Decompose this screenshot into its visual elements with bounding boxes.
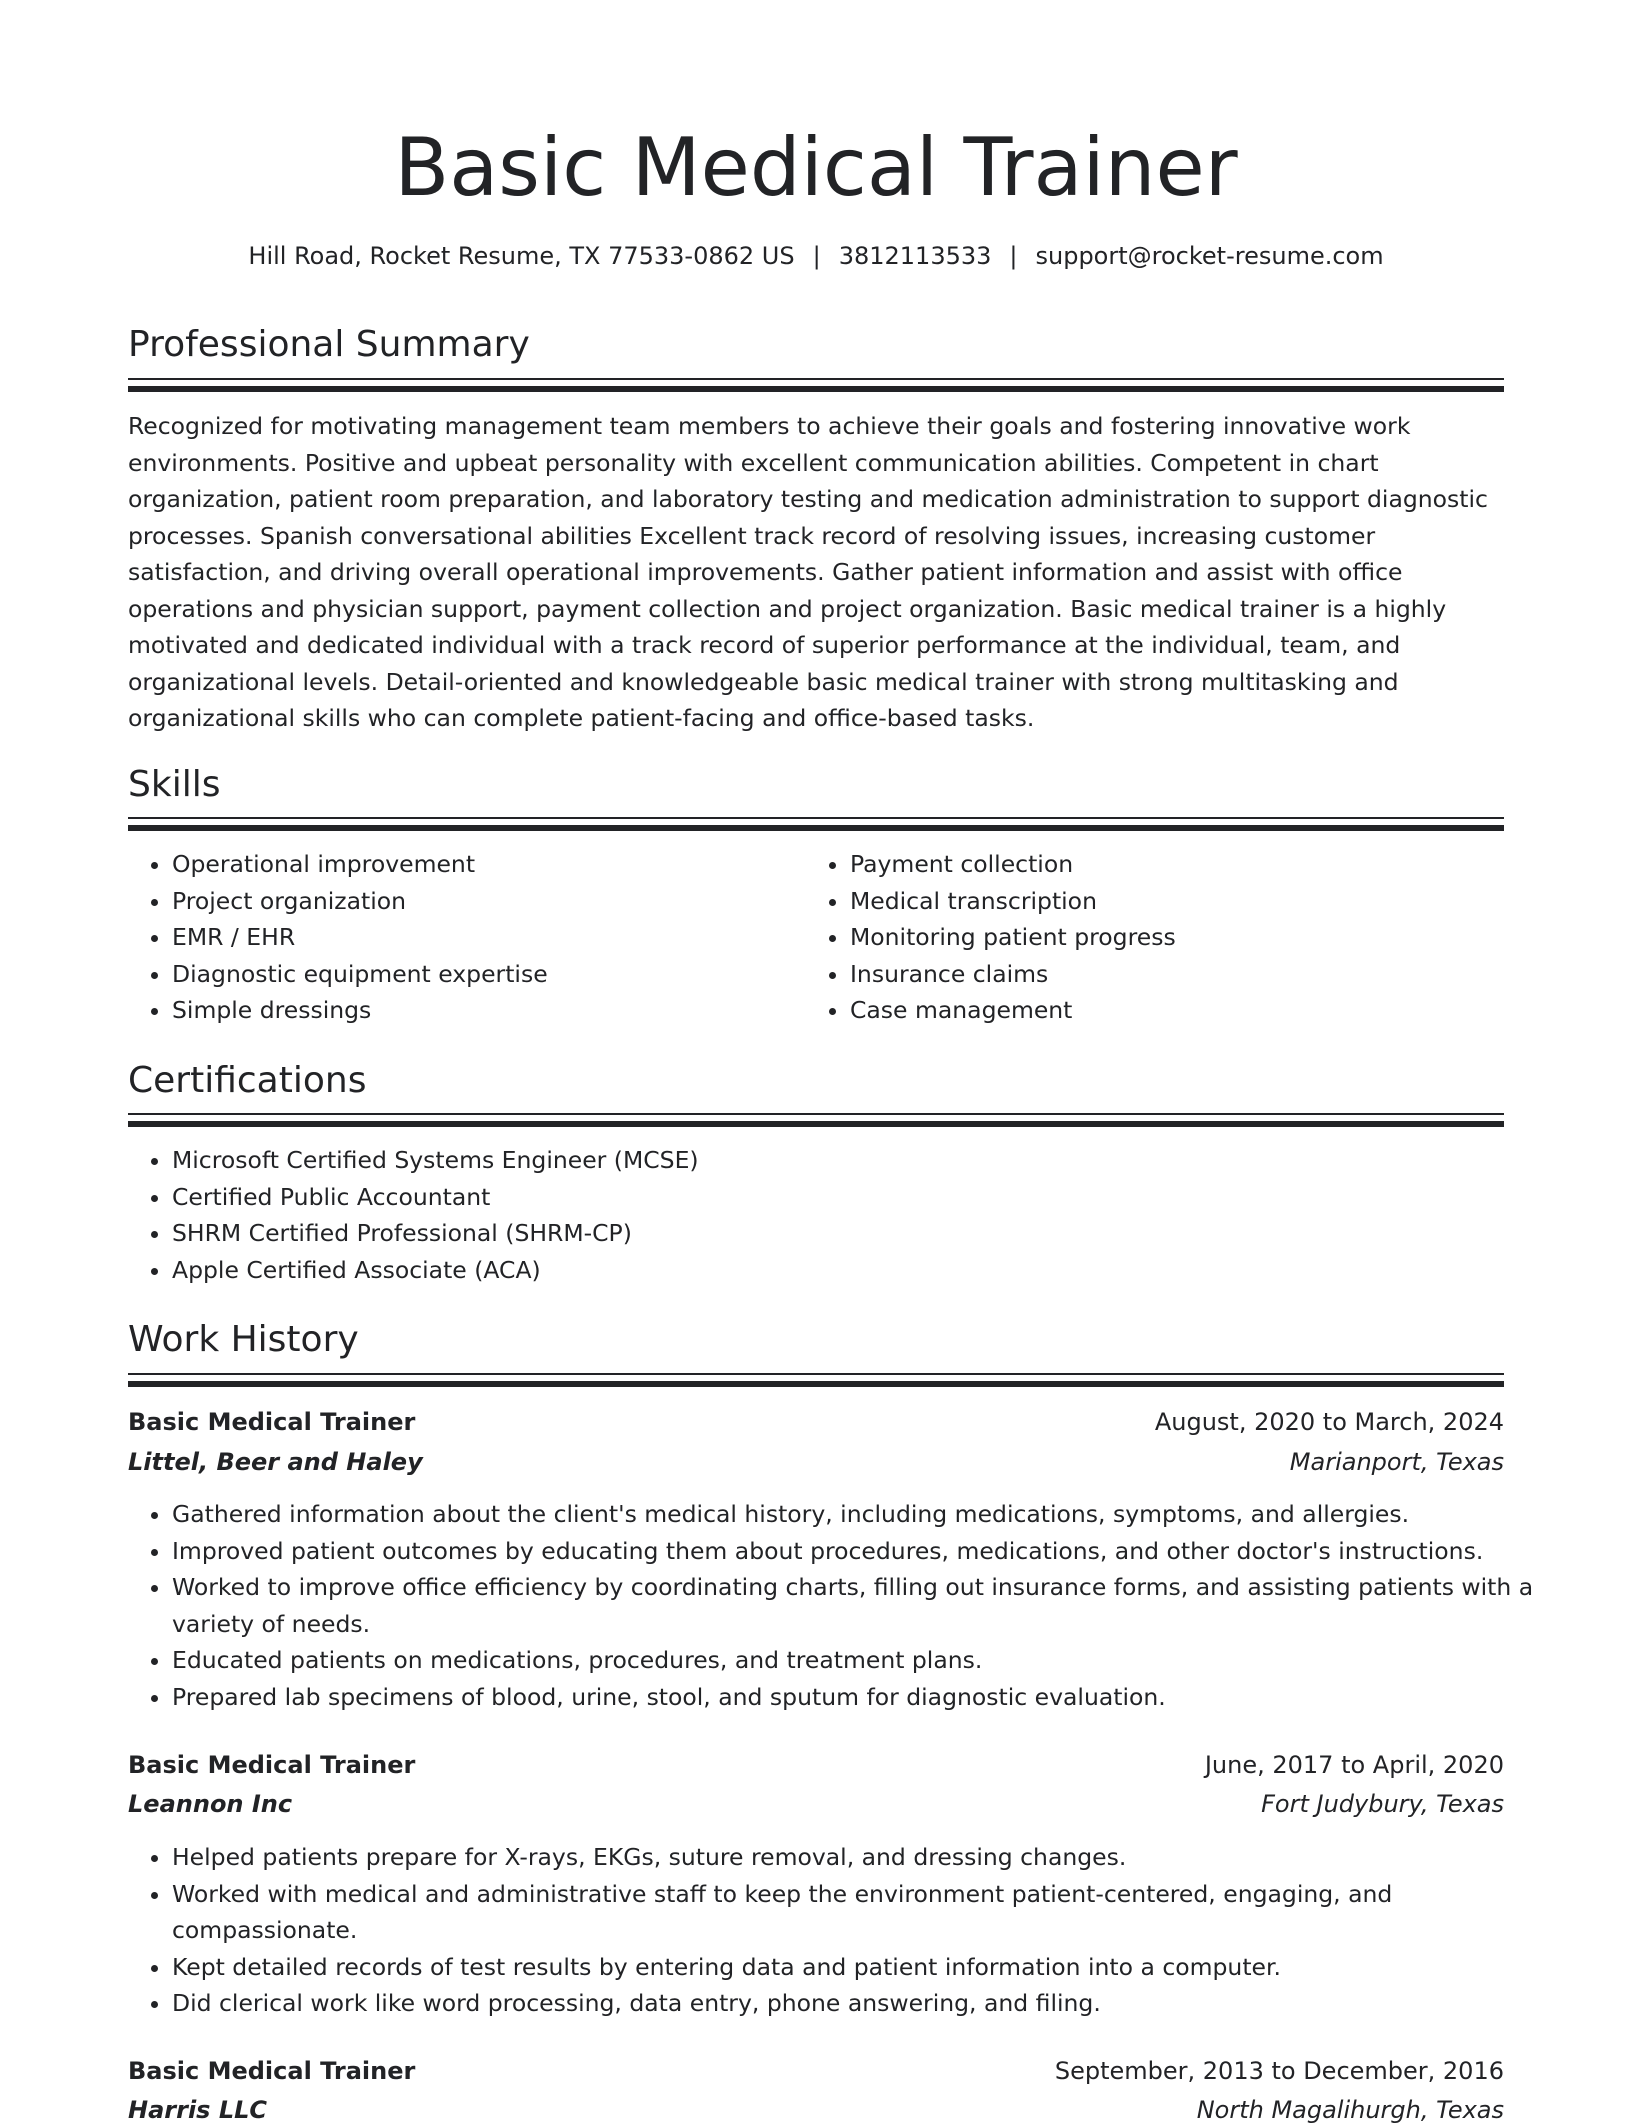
list-item: • Simple dressings [172, 992, 812, 1029]
section-divider [128, 1113, 1504, 1127]
skills-list-left [128, 846, 812, 1029]
job-company: Harris LLC [128, 2096, 268, 2124]
list-item: • Improved patient outcomes by educating them about procedures, medications, and other doctor's instructions. [172, 1533, 1548, 1570]
list-item: • Apple Certified Associate (ACA) [172, 1252, 1548, 1289]
job-dates: June, 2017 to April, 2020 [1204, 1751, 1504, 1779]
job-company: Leannon Inc [128, 1790, 293, 1818]
list-item: • Worked to improve office efficiency by coordinating charts, filling out insurance forms, and assisting patients with a variety of needs. [172, 1569, 1548, 1642]
list-item: • Worked with medical and administrative staff to keep the environment patient-centered, engaging, and compassionate. [172, 1876, 1548, 1949]
list-item: • Monitoring patient progress [850, 919, 1490, 956]
list-item: • EMR / EHR [172, 919, 812, 956]
job-title: Basic Medical Trainer [128, 1408, 416, 1436]
job-location: Fort Judybury, Texas [1261, 1790, 1504, 1818]
list-item: • Insurance claims [850, 956, 1490, 993]
job-dates: August, 2020 to March, 2024 [1154, 1408, 1504, 1436]
contact-separator: | [1009, 242, 1018, 270]
section-title-work-history: Work History [128, 1319, 359, 1360]
list-item: • Kept detailed records of test results by entering data and patient information into a computer. [172, 1949, 1548, 1986]
section-title-certifications: Certifications [128, 1060, 367, 1101]
list-item: • Did clerical work like word processing, data entry, phone answering, and filing. [172, 1985, 1548, 2022]
section-divider [128, 1373, 1504, 1387]
section-title-summary: Professional Summary [128, 324, 530, 365]
summary-text: Recognized for motivating management team members to achieve their goals and fostering innovative work environments. Positive and upbeat personality with excellent communication abilities. Competent in chart organization, patient room preparation, and laboratory testing and medication administration to support diagnostic processes. Spanish conversational abilities Excellent track record of resolving issues, increasing customer satisfaction, and driving overall operational improvements. Gather patient information and assist with office operations and physician support, payment collection and project organization. Basic medical trainer is a highly motivated and dedicated individual with a track record of superior performance at the individual, team, and organizational levels. Detail-oriented and knowledgeable basic medical trainer with strong multitasking and organizational skills who can complete patient-facing and office-based tasks. [128, 412, 1488, 732]
job-duties [128, 1839, 1548, 2022]
list-item: • SHRM Certified Professional (SHRM-CP) [172, 1215, 1548, 1252]
list-item: • Prepared lab specimens of blood, urine, stool, and sputum for diagnostic evaluation. [172, 1679, 1548, 1716]
list-item: • Microsoft Certified Systems Engineer (MCSE) [172, 1142, 1548, 1179]
job-location: North Magalihurgh, Texas [1196, 2096, 1504, 2124]
list-item: • Diagnostic equipment expertise [172, 956, 812, 993]
contact-address: Hill Road, Rocket Resume, TX 77533-0862 US [248, 242, 795, 270]
job-title: Basic Medical Trainer [128, 1751, 416, 1779]
contact-separator: | [812, 242, 821, 270]
resume-name: Basic Medical Trainer [394, 121, 1238, 214]
certifications-list [128, 1142, 1548, 1288]
list-item: • Medical transcription [850, 883, 1490, 920]
list-item: • Case management [850, 992, 1490, 1029]
contact-phone: 3812113533 [838, 242, 992, 270]
section-title-skills: Skills [128, 764, 221, 805]
list-item: • Certified Public Accountant [172, 1179, 1548, 1216]
list-item: • Payment collection [850, 846, 1490, 883]
list-item: • Project organization [172, 883, 812, 920]
list-item: • Gathered information about the client's medical history, including medications, symptoms, and allergies. [172, 1496, 1548, 1533]
job-location: Marianport, Texas [1289, 1448, 1504, 1476]
section-divider [128, 378, 1504, 392]
contact-email: support@rocket-resume.com [1035, 242, 1384, 270]
job-duties [128, 1496, 1548, 1715]
skills-list-right [806, 846, 1490, 1029]
job-company: Littel, Beer and Haley [128, 1448, 423, 1476]
list-item: • Operational improvement [172, 846, 812, 883]
job-title: Basic Medical Trainer [128, 2057, 416, 2085]
list-item: • Educated patients on medications, procedures, and treatment plans. [172, 1642, 1548, 1679]
list-item: • Helped patients prepare for X-rays, EKGs, suture removal, and dressing changes. [172, 1839, 1548, 1876]
section-divider [128, 817, 1504, 831]
contact-line [128, 238, 1504, 274]
job-dates: September, 2013 to December, 2016 [1054, 2057, 1504, 2085]
